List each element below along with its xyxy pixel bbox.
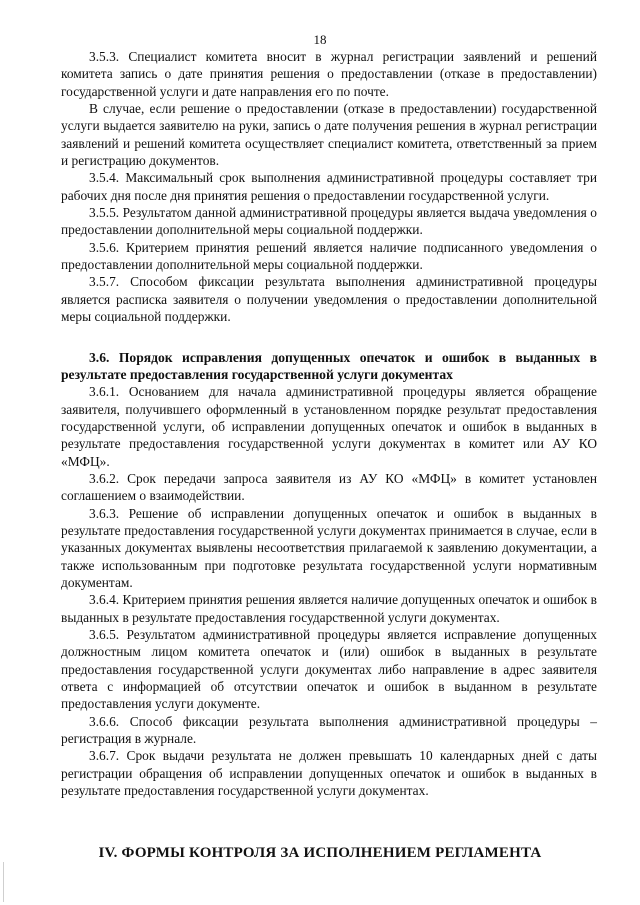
paragraph-3-5-3: 3.5.3. Специалист комитета вносит в журнал регистрации заявлений и решений комитета запись о дате принятия решения о предоставлении (отказе в предоставлении) государственной услуги и дате направления его по почте. <box>61 49 597 99</box>
paragraph-3-6-6: 3.6.6. Способ фиксации результата выполнения административной процедуры – регистрация в журнале. <box>61 713 597 747</box>
page-number: 18 <box>313 32 327 47</box>
paragraph-3-5-7: 3.5.7. Способом фиксации результата выполнения административной процедуры является расписка заявителя о получении уведомления о предоставлении дополнительной меры социальной поддержки. <box>61 274 597 325</box>
paragraph-3-6-7: 3.6.7. Срок выдачи результата не должен превышать 10 календарных дней с даты регистрации обращения об исправлении допущенных опечаток и ошибок в выданных в результате предоставления государственной услуги документах. <box>61 748 597 799</box>
scan-edge-mark <box>3 862 4 902</box>
paragraph-3-5-4: 3.5.4. Максимальный срок выполнения административной процедуры составляет три рабочих дня после дня принятия решения о предоставлении государственной услуги. <box>61 170 597 203</box>
section-heading-3-6: 3.6. Порядок исправления допущенных опечаток и ошибок в выданных в результате предоставления государственной услуги документах <box>61 349 597 382</box>
paragraph-3-6-4: 3.6.4. Критерием принятия решения является наличие допущенных опечаток и ошибок в выданных в результате предоставления государственной услуги документах. <box>61 592 597 625</box>
paragraph-3-6-2: 3.6.2. Срок передачи запроса заявителя из АУ КО «МФЦ» в комитет установлен соглашением о взаимодействии. <box>61 470 597 504</box>
document-body <box>61 48 597 799</box>
paragraph-3-5-5: 3.5.5. Результатом данной административной процедуры является выдача уведомления о предоставлении дополнительной меры социальной поддержки. <box>61 205 597 238</box>
chapter-title: IV. ФОРМЫ КОНТРОЛЯ ЗА ИСПОЛНЕНИЕМ РЕГЛАМЕНТА <box>98 845 542 861</box>
paragraph-3-5-3-case: В случае, если решение о предоставлении (отказе в предоставлении) государственной услуги выдается заявителю на руки, запись о дате получения решения в журнал регистрации заявлений и решений комитета осуществляет специалист комитета, ответственный за прием и регистрацию документов. <box>61 101 597 169</box>
paragraph-3-6-5: 3.6.5. Результатом административной процедуры является исправление допущенных должностным лицом комитета опечаток и (или) ошибок в выданных в результате предоставления государственной услуги документах либо направление в адрес заявителя ответа с информацией об отсутствии опечаток и ошибок в выданном в результате предоставления услуги документе. <box>61 627 597 712</box>
paragraph-3-6-1: 3.6.1. Основанием для начала административной процедуры является обращение заявителя, получившего оформленный в установленном порядке результат предоставления государственной услуги, об исправлении допущенных опечаток и ошибок в выданных в результате предоставления государственной услуги документах в комитет или АУ КО «МФЦ». <box>61 384 597 469</box>
paragraph-3-5-6: 3.5.6. Критерием принятия решений является наличие подписанного уведомления о предоставлении дополнительной меры социальной поддержки. <box>61 239 597 273</box>
paragraph-3-6-3: 3.6.3. Решение об исправлении допущенных опечаток и ошибок в выданных в результате предоставления государственной услуги документах принимается в случае, если в указанных документах выявлены несоответствия прилагаемой к заявлению документации, а также использованным при подготовке результата государственной услуги нормативным документам. <box>61 505 597 590</box>
